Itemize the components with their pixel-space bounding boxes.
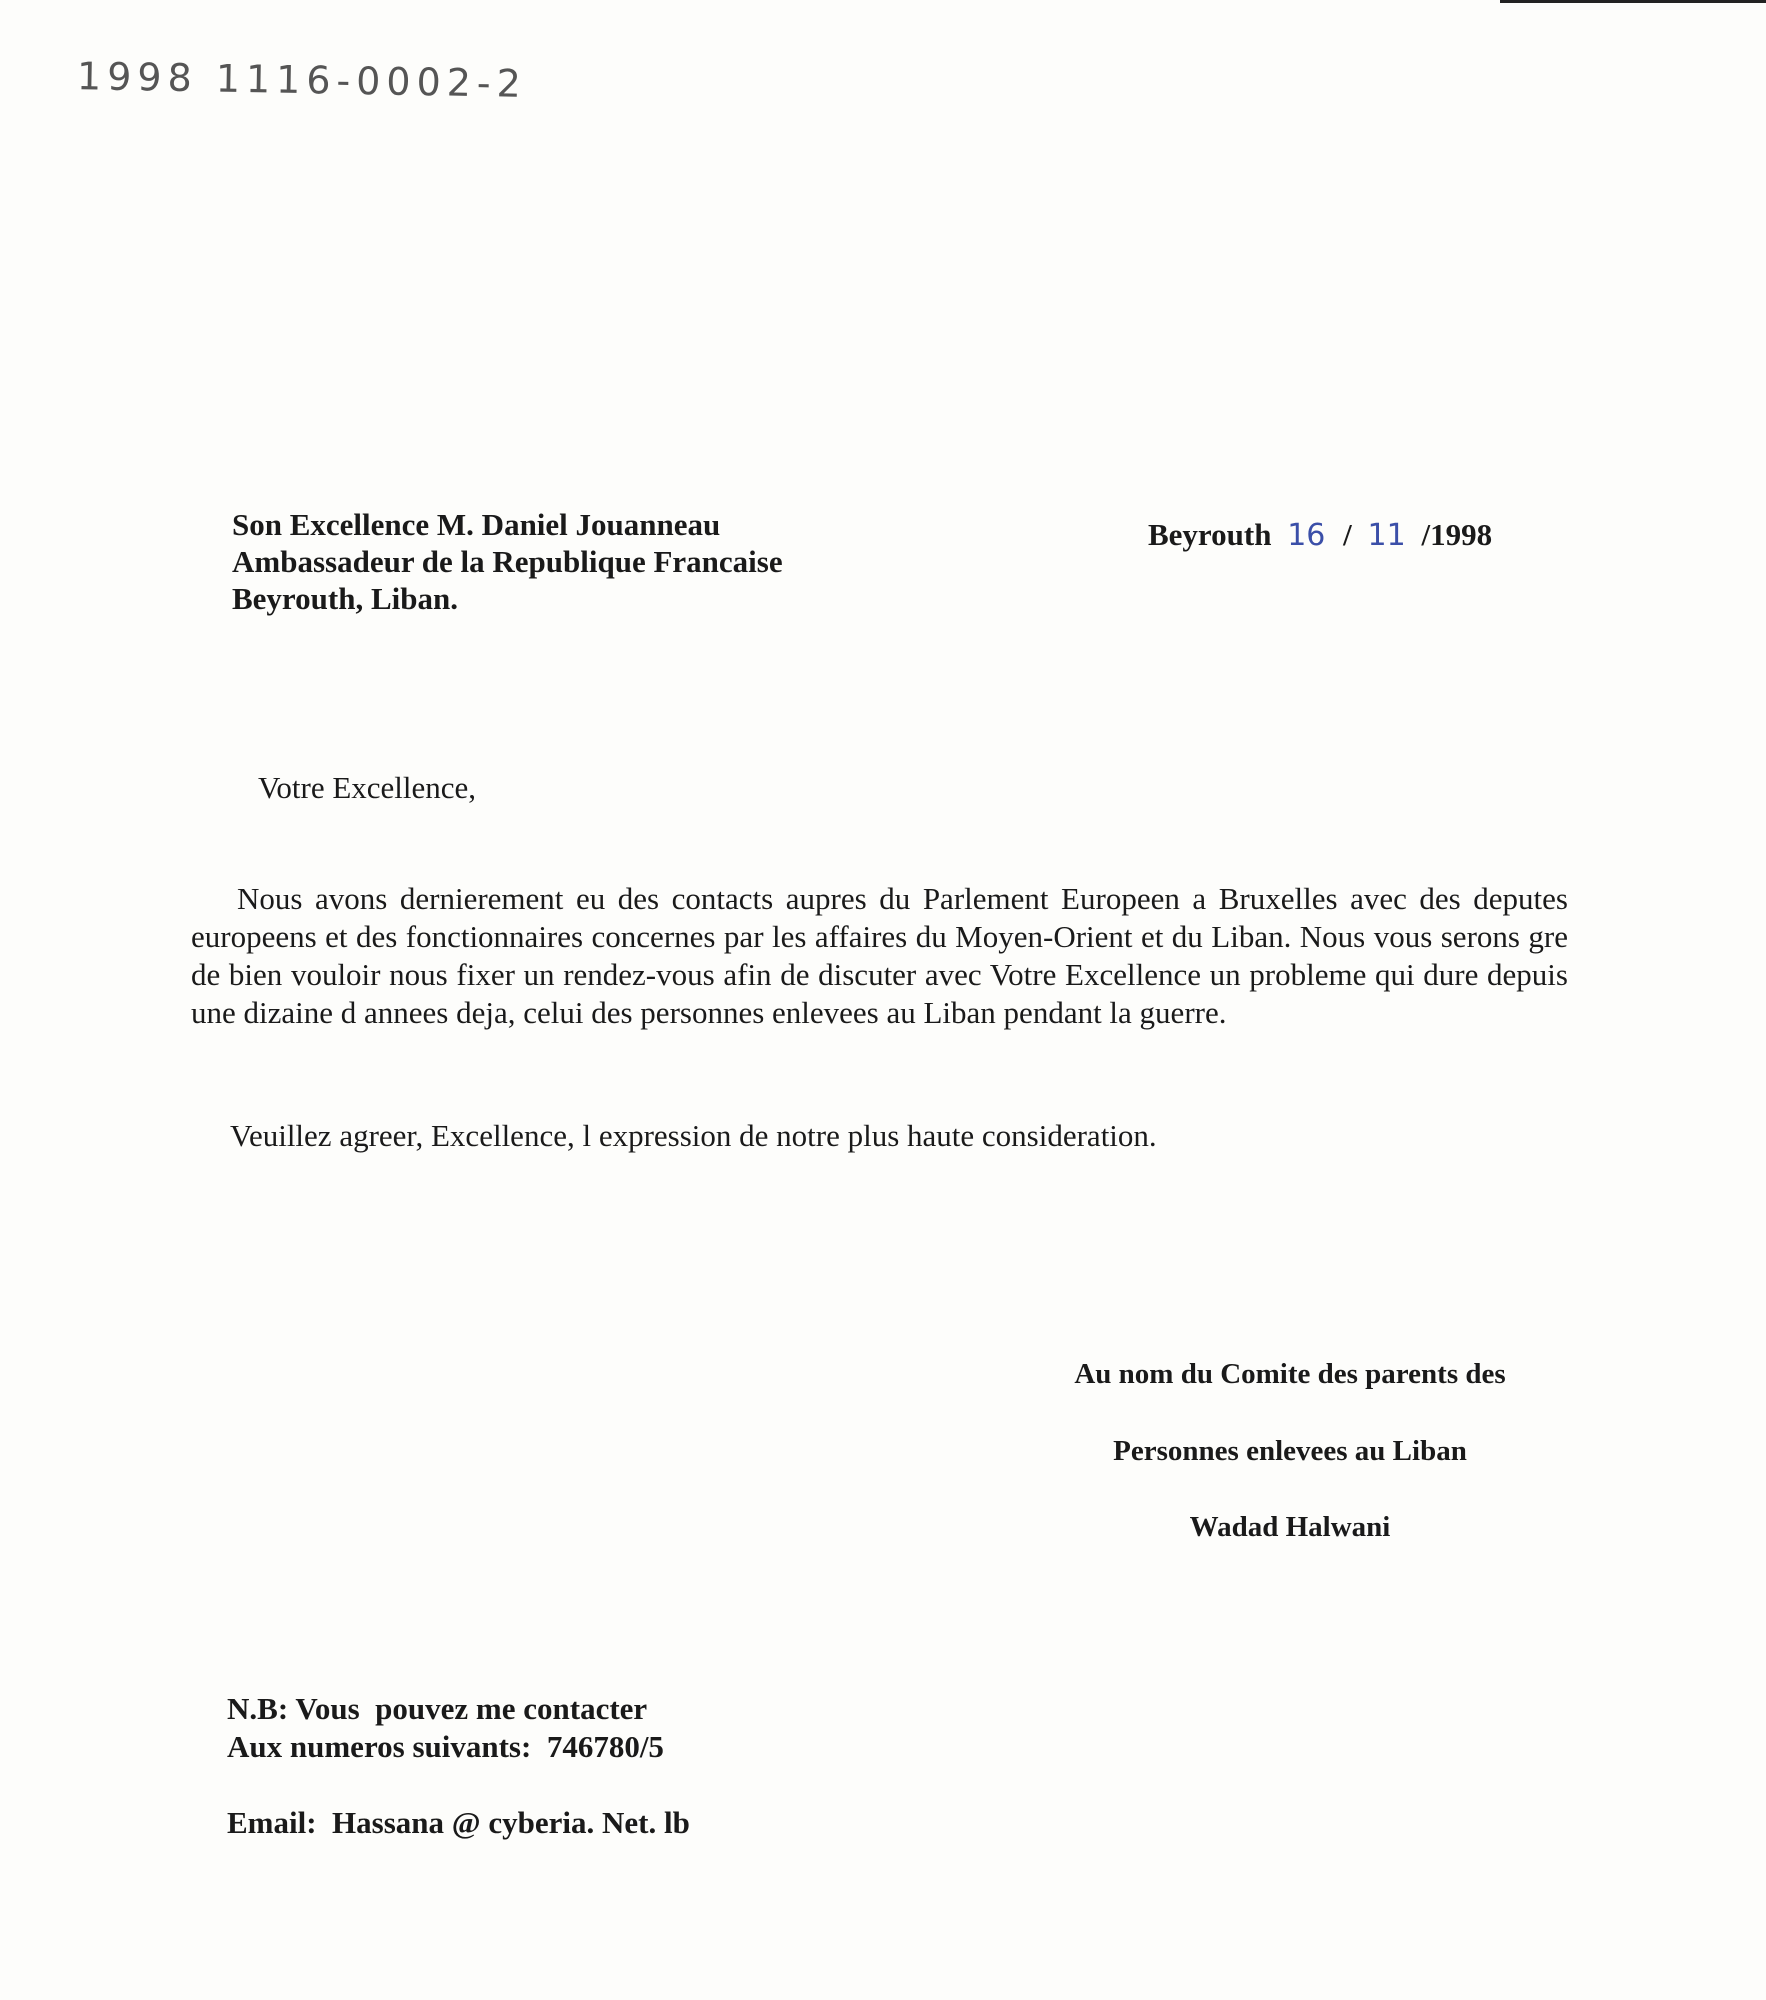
- recipient-line2: Ambassadeur de la Republique Francaise: [232, 544, 783, 579]
- date-place: Beyrouth: [1148, 517, 1272, 552]
- nb-email: Email: Hassana @ cyberia. Net. lb: [227, 1805, 690, 1840]
- date-year: /1998: [1421, 517, 1493, 552]
- nb-line2: Aux numeros suivants: 746780/5: [227, 1729, 664, 1764]
- date-month: 11: [1367, 518, 1406, 553]
- date-sep: /: [1343, 517, 1352, 552]
- nb-line1: N.B: Vous pouvez me contacter: [227, 1691, 648, 1726]
- date-day: 16: [1287, 518, 1326, 553]
- scan-edge: [1500, 0, 1766, 3]
- date-line: [1148, 516, 1492, 554]
- recipient-block: [232, 506, 783, 617]
- letter-body: Nous avons dernierement eu des contacts aupres du Parlement Europeen a Bruxelles avec des deputes europeens et des fonctionnaires concernes par les affaires du Moyen-Orient et du Liban. Nous vous serons gre de bien vouloir nous fixer un rendez-vous afin de discuter avec Votre Excellence un probleme qui dure depuis une dizaine d annees deja, celui des personnes enlevees au Liban pendant la guerre.: [191, 881, 1568, 1030]
- closing: Veuillez agreer, Excellence, l expression de notre plus haute consideration.: [230, 1118, 1157, 1153]
- recipient-line1: Son Excellence M. Daniel Jouanneau: [232, 507, 721, 542]
- recipient-line3: Beyrouth, Liban.: [232, 581, 458, 616]
- signature-line2: Personnes enlevees au Liban: [1113, 1435, 1467, 1467]
- signature-line1: Au nom du Comite des parents des: [1074, 1358, 1506, 1390]
- signature-name: Wadad Halwani: [1189, 1511, 1391, 1543]
- salutation: Votre Excellence,: [258, 770, 477, 805]
- archive-reference: 1998 1116-0002-2: [76, 54, 528, 106]
